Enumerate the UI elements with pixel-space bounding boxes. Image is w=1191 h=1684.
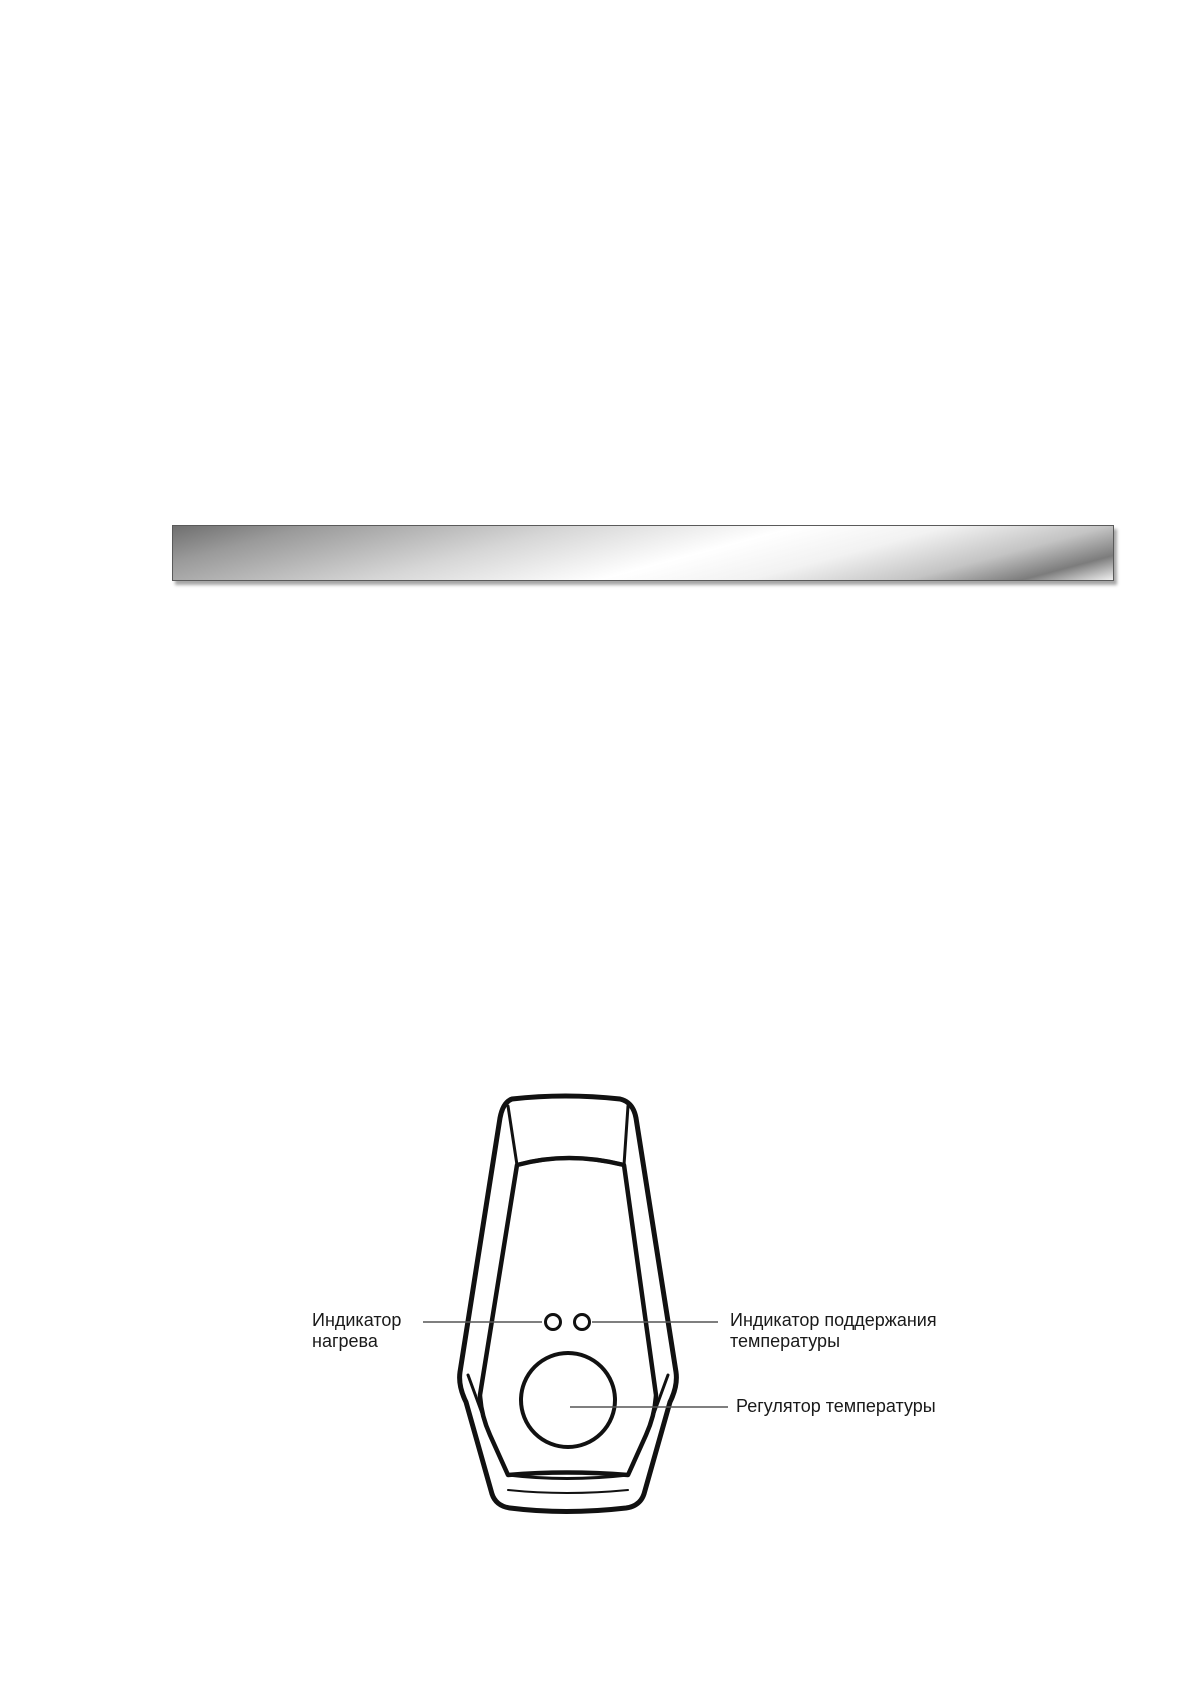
hold-indicator-label: Индикатор поддержания температуры <box>730 1310 937 1351</box>
device-bottom-edge-inner <box>508 1490 628 1493</box>
heating-indicator-label: Индикатор нагрева <box>312 1310 402 1351</box>
device-top-cap-right-edge <box>624 1106 628 1165</box>
hold-indicator-led <box>575 1315 590 1330</box>
device-left-facet-lower <box>490 1435 508 1475</box>
device-face-panel <box>480 1158 656 1475</box>
temperature-knob <box>521 1353 615 1447</box>
device-top-cap-left-edge <box>508 1106 517 1165</box>
device-right-facet-lower <box>628 1435 646 1475</box>
device-bottom-cap-line <box>508 1475 628 1479</box>
temperature-regulator-label: Регулятор температуры <box>736 1396 936 1416</box>
heating-indicator-led <box>546 1315 561 1330</box>
